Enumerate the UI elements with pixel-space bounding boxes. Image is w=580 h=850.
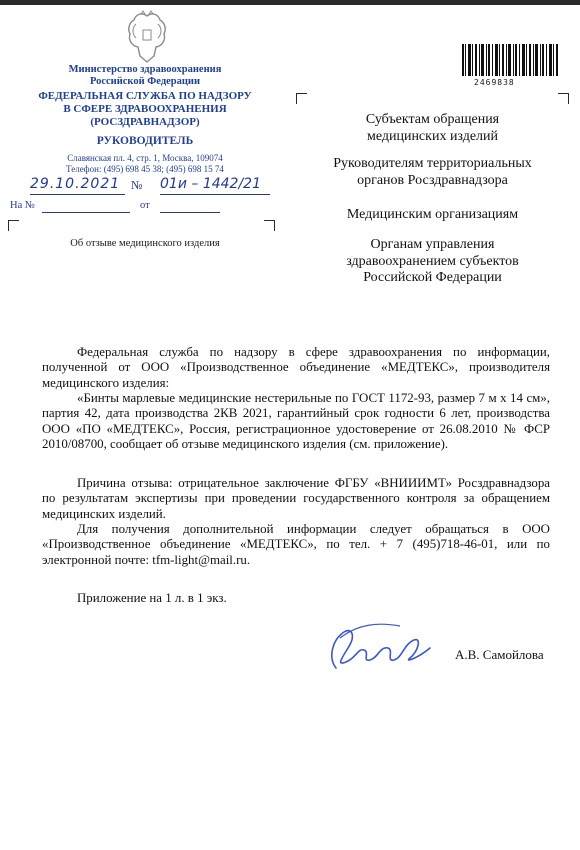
- body-paragraph: Причина отзыва: отрицательное заключение ФГБУ «ВНИИИМТ» Росздравнадзора по результатам экспертизы при проведении государственного контроля за обращением медицинских изделий.: [42, 476, 550, 521]
- letter-subject: Об отзыве медицинского изделия: [70, 238, 220, 249]
- reference-number-label: На №: [10, 200, 35, 211]
- ministry-name: Министерство здравоохранения Российской Федерации: [68, 64, 222, 87]
- signatory-name: А.В. Самойлова: [455, 647, 544, 662]
- body-paragraph: «Бинты марлевые медицинские нестерильные по ГОСТ 1172-93, размер 7 м х 14 см», партия 42, дата производства 2КВ 2021, гарантийный срок годности 6 лет, производства ООО «ПО «МЕДТЕКС», Россия, регистрационное удостоверение от 26.08.2010 № ФСР 2010/08700, сообщает об отзыве медицинского изделия (см. приложение).: [42, 391, 550, 451]
- body-paragraph: Для получения дополнительной информации следует обращаться в ООО «Производственное объединение «МЕДТЕКС», по тел. + 7 (495)718-46-01, или по электронной почте: tfm-light@mail.ru.: [42, 522, 550, 567]
- reference-date-label: от: [140, 200, 150, 211]
- body-paragraph: Федеральная служба по надзору в сфере здравоохранения по информации, полученной от ООО «Производственное объединение «МЕДТЕКС», производителя медицинского изделия:: [42, 345, 550, 390]
- number-line: [160, 194, 270, 195]
- russian-coat-of-arms-icon: [124, 10, 170, 66]
- addressee-block: Руководителям территориальных органов Росздравнадзора: [333, 156, 532, 188]
- service-name: ФЕДЕРАЛЬНАЯ СЛУЖБА ПО НАДЗОРУ В СФЕРЕ ЗДРАВООХРАНЕНИЯ (РОСЗДРАВНАДЗОР): [38, 90, 252, 128]
- addressee-block: Медицинским организациям: [346, 207, 519, 222]
- number-mark: №: [131, 178, 143, 192]
- addressee-block: Органам управления здравоохранением субъектов Российской Федерации: [346, 237, 519, 285]
- handwritten-date: 29.10.2021: [30, 176, 121, 192]
- address-block: Славянская пл. 4, стр. 1, Москва, 109074 Телефон: (495) 698 45 38; (495) 698 15 74: [66, 153, 224, 174]
- corner-bracket: [558, 93, 569, 104]
- reference-number-line: [42, 212, 130, 213]
- addressee-block: Субъектам обращения медицинских изделий: [365, 112, 500, 144]
- handwritten-number: 01и – 1442/21: [160, 176, 261, 192]
- corner-bracket: [264, 220, 275, 231]
- head-title: РУКОВОДИТЕЛЬ: [96, 135, 194, 147]
- corner-bracket: [296, 93, 307, 104]
- barcode-number: 2469838: [474, 78, 515, 87]
- reference-date-line: [160, 212, 220, 213]
- attachment-note: Приложение на 1 л. в 1 экз.: [77, 591, 227, 605]
- scan-top-edge: [0, 0, 580, 5]
- handwritten-signature: [318, 618, 443, 678]
- date-line: [30, 194, 125, 195]
- corner-bracket: [8, 220, 19, 231]
- barcode-icon: [462, 44, 558, 76]
